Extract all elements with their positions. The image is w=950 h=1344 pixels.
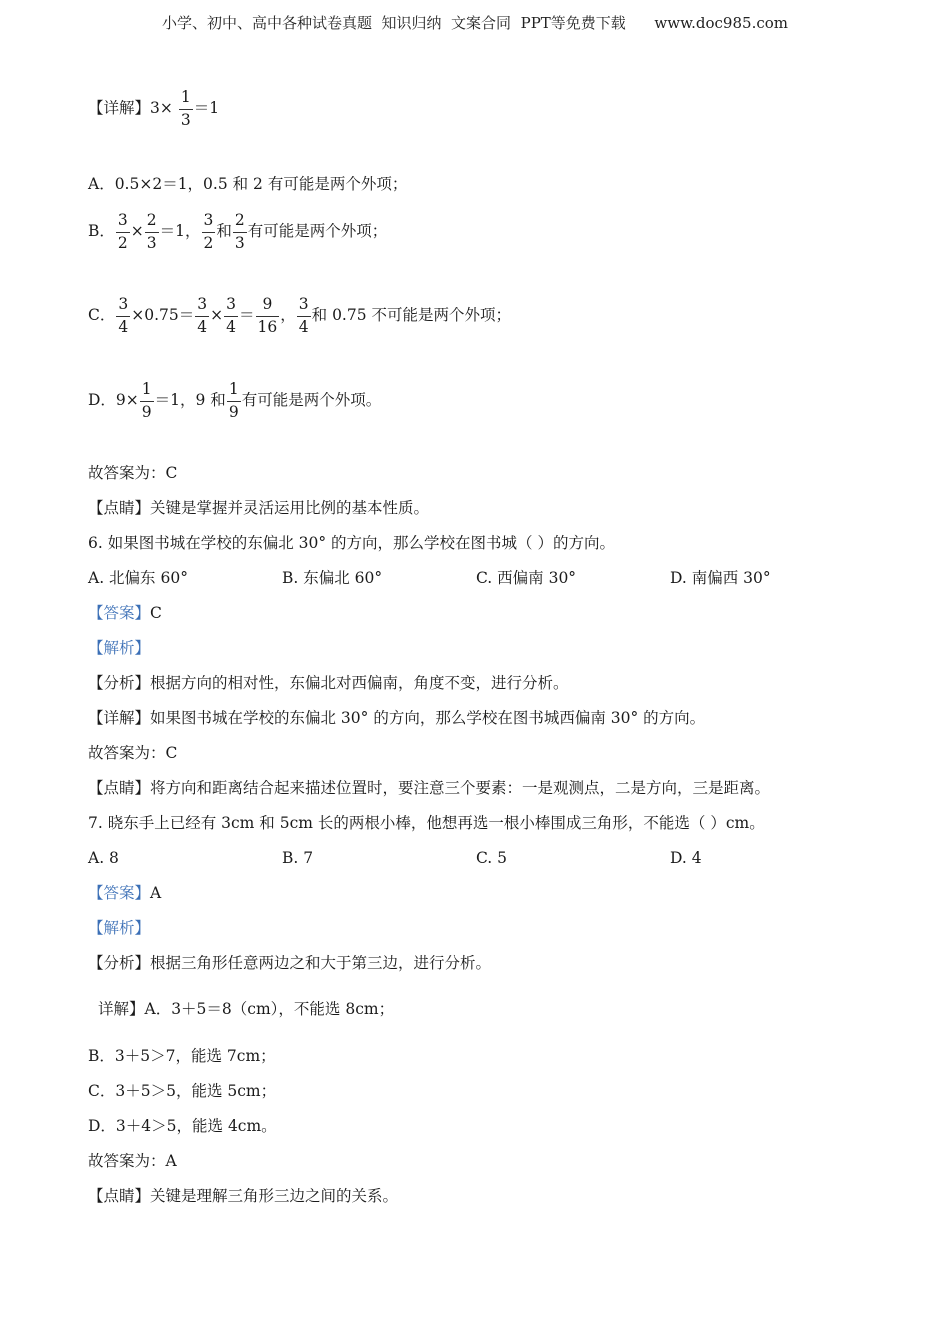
q6-option-b: B. 东偏北 60° bbox=[282, 569, 383, 587]
q7-detail-c: C．3＋5＞5，能选 5cm； bbox=[88, 1082, 277, 1100]
q7-option-c: C. 5 bbox=[476, 849, 508, 867]
q7-final-answer: 故答案为：A bbox=[88, 1152, 177, 1170]
q7-point: 【点睛】关键是理解三角形三边之间的关系。 bbox=[88, 1187, 399, 1205]
q7-detail-b: B．3＋5＞7，能选 7cm； bbox=[88, 1047, 276, 1065]
q6-option-c: C. 西偏南 30° bbox=[476, 569, 577, 587]
detail-label: 【详解】 bbox=[88, 99, 151, 117]
q7-analysis-label: 【解析】 bbox=[88, 919, 151, 937]
q6-option-d: D. 南偏西 30° bbox=[670, 569, 771, 587]
q6-answer: 【答案】C bbox=[88, 604, 162, 622]
q7-answer: 【答案】A bbox=[88, 884, 162, 902]
fraction: $\frac{1}{3}$ bbox=[180, 88, 191, 129]
q7-detail-d: D．3＋4＞5，能选 4cm。 bbox=[88, 1117, 277, 1135]
q6-question: 6. 如果图书城在学校的东偏北 30° 的方向，那么学校在图书城（ ）的方向。 bbox=[88, 534, 615, 552]
q7-fenxi: 【分析】根据三角形任意两边之和大于第三边，进行分析。 bbox=[88, 954, 492, 972]
q5-detail-line: 【详解】3× $\frac{1}{3}$ ＝1 bbox=[88, 88, 220, 129]
q5-option-b: B． $\frac{3}{2}$ × $\frac{2}{3}$ ＝1， $\frac{3}{2}$ 和 $\frac{2}{3}$ 有可能是两个外项； bbox=[88, 211, 388, 252]
q7-detail-a: 详解】A．3＋5＝8（cm），不能选 8cm； bbox=[98, 1000, 395, 1018]
q7-option-d: D. 4 bbox=[670, 849, 702, 867]
q6-point: 【点睛】将方向和距离结合起来描述位置时，要注意三个要素：一是观测点，二是方向，三是距离。 bbox=[88, 779, 771, 797]
q7-question: 7. 晓东手上已经有 3cm 和 5cm 长的两根小棒，他想再选一根小棒围成三角形，不能选（ ）cm。 bbox=[88, 814, 765, 832]
q5-final-answer: 故答案为：C bbox=[88, 464, 178, 482]
q5-option-a: A．0.5×2＝1，0.5 和 2 有可能是两个外项； bbox=[88, 175, 408, 193]
q6-fenxi: 【分析】根据方向的相对性，东偏北对西偏南，角度不变，进行分析。 bbox=[88, 674, 569, 692]
q6-analysis-label: 【解析】 bbox=[88, 639, 151, 657]
q7-option-a: A. 8 bbox=[88, 849, 119, 867]
q6-detail: 【详解】如果图书城在学校的东偏北 30° 的方向，那么学校在图书城西偏南 30° 的方向。 bbox=[88, 709, 706, 727]
q6-option-a: A. 北偏东 60° bbox=[88, 569, 188, 587]
q5-option-c: C． $\frac{3}{4}$ ×0.75＝ $\frac{3}{4}$ × $\frac{3}{4}$ ＝ $\frac{9}{16}$ ， $\frac{3}{4}$ 和 0.75 不可能是两个外项； bbox=[88, 295, 512, 336]
page-header: 小学、初中、高中各种试卷真题 知识归纳 文案合同 PPT等免费下载 www.doc985.com bbox=[161, 14, 788, 32]
q6-final-answer: 故答案为：C bbox=[88, 744, 178, 762]
q7-option-b: B. 7 bbox=[282, 849, 314, 867]
q5-point: 【点睛】关键是掌握并灵活运用比例的基本性质。 bbox=[88, 499, 430, 517]
q5-option-d: D．9× $\frac{1}{9}$ ＝1，9 和 $\frac{1}{9}$ 有可能是两个外项。 bbox=[88, 380, 382, 421]
